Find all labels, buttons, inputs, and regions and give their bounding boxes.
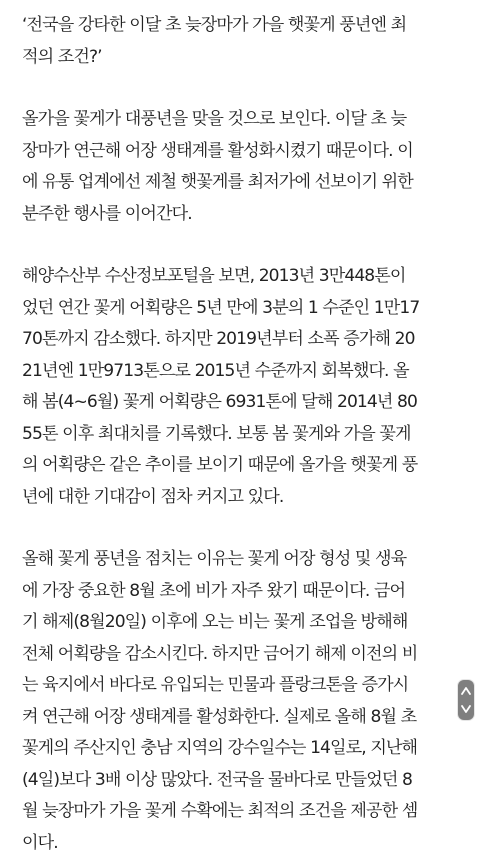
article-paragraph: 해양수산부 수산정보포털을 보면, 2013년 3만448톤이 었던 연간 꽃게 어획량은 5년 만에 3분의 1 수준인 1만17 70톤까지 감소했다. 하지만 2019년부터 소폭 증가해 20 21년엔 1만9713톤으로 2015년 수준까지 회복했다. 올 해 봄(4~6월) 꽃게 어획량은 6931톤에 달해 2014년 80 55톤 이후 최대치를 기록했다. 보통 봄 꽃게와 가을 꽃게 의 어획량은 같은 추이를 보이기 때문에 올가을 햇꽃게 풍 년에 대한 기대감이 점차 커지고 있다. <box>22 266 420 507</box>
scroll-arrows-icon <box>461 684 471 716</box>
article-paragraph: 올해 꽃게 풍년을 점치는 이유는 꽃게 어장 형성 및 생육 에 가장 중요한 8월 초에 비가 자주 왔기 때문이다. 금어 기 해제(8월20일) 이후에 오는 비는 꽃게 조업을 방해해 전체 어획량을 감소시킨다. 하지만 금어기 해제 이전의 비 는 육지에서 바다로 유입되는 민물과 플랑크톤을 증가시 켜 연근해 어장 생태계를 활성화한다. 실제로 올해 8월 초 꽃게의 주산지인 충남 지역의 강수일수는 14일로, 지난해 (4일)보다 3배 이상 많았다. 전국을 물바다로 만들었던 8 월 늦장마가 가을 꽃게 수확에는 최적의 조건을 제공한 셈 이다. <box>22 549 418 853</box>
scrollbar-thumb[interactable] <box>458 680 474 720</box>
article-paragraph: 올가을 꽃게가 대풍년을 맞을 것으로 보인다. 이달 초 늦 장마가 연근해 어장 생태계를 활성화시켰기 때문이다. 이 에 유통 업계에선 제철 햇꽃게를 최저가에 선보이기 위한 분주한 행사를 이어간다. <box>22 109 413 224</box>
article-lead-quote: ‘전국을 강타한 이달 초 늦장마가 가을 햇꽃게 풍년엔 최 적의 조건?’ <box>22 15 407 67</box>
